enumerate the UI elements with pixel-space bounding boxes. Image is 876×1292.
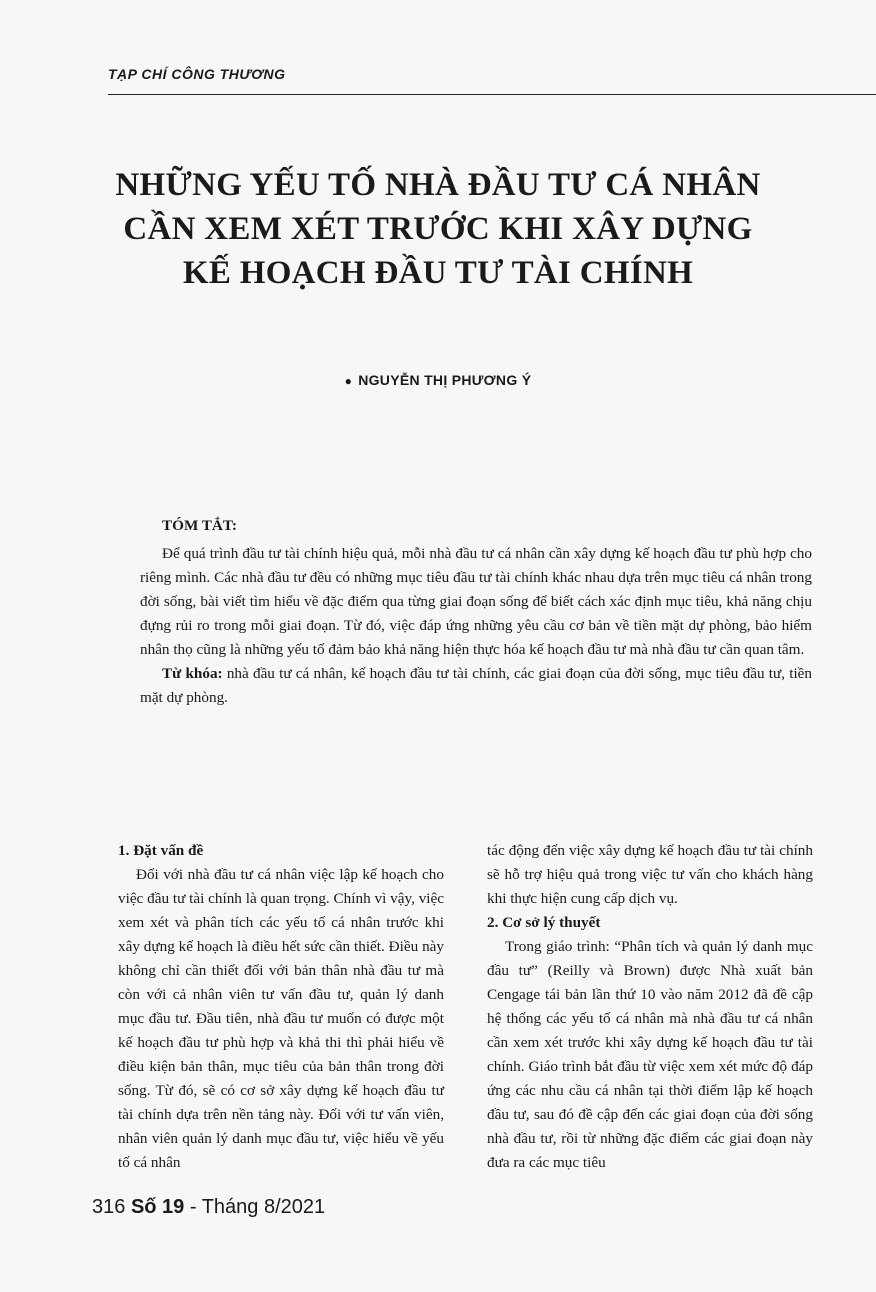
abstract-heading: TÓM TẮT:	[162, 517, 237, 534]
title-line-1: NHỮNG YẾU TỐ NHÀ ĐẦU TƯ CÁ NHÂN	[115, 167, 761, 203]
issue-number: Số 19	[130, 1196, 185, 1218]
title-line-2: CẦN XEM XÉT TRƯỚC KHI XÂY DỰNG	[123, 211, 753, 247]
author-line	[0, 372, 876, 388]
page-number: 316	[92, 1196, 126, 1218]
article-title	[60, 163, 816, 295]
left-column	[118, 839, 444, 1175]
section-1-continued: tác động đến việc xây dựng kế hoạch đầu tư tài chính sẽ hỗ trợ hiệu quả trong việc tư vấn cho khách hàng khi thực hiện cung cấp dịch vụ.	[487, 842, 813, 907]
title-line-3: KẾ HOẠCH ĐẦU TƯ TÀI CHÍNH	[182, 255, 694, 291]
bullet-icon: ●	[344, 374, 353, 388]
section-1-text: Đối với nhà đầu tư cá nhân việc lập kế hoạch cho việc đầu tư tài chính là quan trọng. Chính vì vậy, việc xem xét và phân tích các yếu tố cá nhân trước khi xây dựng kế hoạch là điều hết sức cần thiết. Điều này không chỉ cần thiết đối với bản thân nhà đầu tư mà còn với cả nhân viên tư vấn đầu tư, quản lý danh mục đầu tư. Đầu tiên, nhà đầu tư muốn có được một kế hoạch đầu tư phù hợp và khả thi thì phải hiểu về điều kiện bản thân, mục tiêu của bản thân trong đời sống. Từ đó, sẽ có cơ sở xây dựng kế hoạch đầu tư tài chính dựa trên nền tảng này. Đối với tư vấn viên, nhân viên quản lý danh mục đầu tư, việc hiểu về yếu tố cá nhân	[118, 866, 444, 1171]
page-footer	[92, 1196, 325, 1219]
right-column	[487, 839, 813, 1175]
header-rule	[108, 94, 876, 95]
abstract-text: Để quá trình đầu tư tài chính hiệu quả, mỗi nhà đầu tư cá nhân cần xây dựng kế hoạch đầu tư phù hợp cho riêng mình. Các nhà đầu tư đều có những mục tiêu đầu tư tài chính khác nhau dựa trên mục tiêu cá nhân trong đời sống, bài viết tìm hiểu về đặc điểm qua từng giai đoạn sống để biết cách xác định mục tiêu, khả năng chịu đựng rủi ro trong mỗi giai đoạn. Từ đó, việc đáp ứng những yêu cầu cơ bản về tiền mặt dự phòng, bảo hiểm nhân thọ cũng là những yếu tố đảm bảo khả năng hiện thực hóa kế hoạch đầu tư mà nhà đầu tư cần quan tâm.	[140, 545, 812, 658]
journal-name: TẠP CHÍ CÔNG THƯƠNG	[108, 66, 286, 82]
section-2-heading: 2. Cơ sở lý thuyết	[487, 914, 601, 931]
section-1-heading: 1. Đặt vấn đề	[118, 842, 204, 859]
keywords-text: nhà đầu tư cá nhân, kế hoạch đầu tư tài chính, các giai đoạn của đời sống, mục tiêu đầu tư, tiền mặt dự phòng.	[140, 665, 812, 706]
keywords	[140, 662, 812, 710]
abstract	[140, 514, 812, 710]
issue-date: - Tháng 8/2021	[189, 1196, 326, 1218]
keywords-label: Từ khóa:	[162, 665, 223, 682]
author-name: NGUYỄN THỊ PHƯƠNG Ý	[358, 372, 532, 388]
section-2-text: Trong giáo trình: “Phân tích và quản lý danh mục đầu tư” (Reilly và Brown) được Nhà xuất bản Cengage tái bản lần thứ 10 vào năm 2012 đã đề cập hệ thống các yếu tố cá nhân mà nhà đầu tư cá nhân cần xem xét trước khi xây dựng kế hoạch đầu tư tài chính. Giáo trình bắt đầu từ việc xem xét mức độ đáp ứng các nhu cầu cá nhân tại thời điểm lập kế hoạch đầu tư, sau đó đề cập đến các giai đoạn của đời sống nhà đầu tư, rồi từ những đặc điểm các giai đoạn này đưa ra các mục tiêu	[487, 938, 813, 1171]
